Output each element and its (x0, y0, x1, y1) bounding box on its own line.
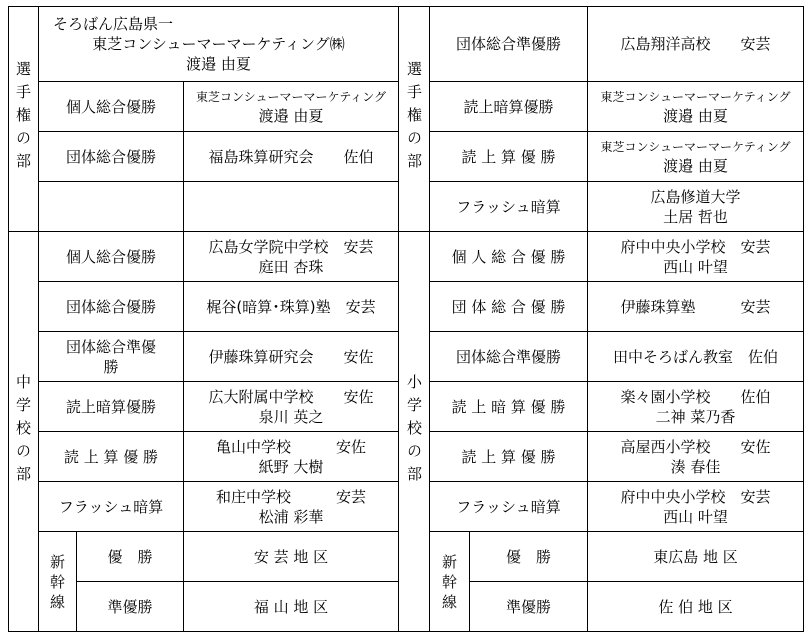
event-label: 読上暗算優勝 (463, 97, 554, 116)
result-cell (588, 132, 803, 181)
event-label: 団体総合優勝 (65, 297, 156, 316)
event-label: 読上暗算優勝 (65, 397, 156, 416)
event-label: 個人総合優勝 (65, 247, 156, 266)
line (38, 181, 399, 182)
result-cell (588, 182, 803, 231)
event-label: 個人総合優勝 (65, 97, 156, 116)
result-cell (588, 432, 803, 481)
result-line1: 広島翔洋高校 安芸 (620, 35, 771, 53)
shinkansen-event: 優 勝 (107, 547, 153, 566)
shinkansen-event: 準優勝 (505, 597, 551, 616)
result-line1: 東芝コンシューマーマーケティング (195, 89, 387, 104)
result-line1: 東芝コンシューマーマーケティング (600, 139, 791, 154)
event-label: 読 上 暗 算 優 勝 (451, 397, 566, 416)
result-cell (588, 82, 803, 131)
result-line1: 広島修道大学 (650, 187, 741, 206)
result-cell (184, 282, 398, 331)
shinkansen-event: 優 勝 (505, 547, 551, 566)
result-line1: 東芝コンシューマーマーケティング (600, 89, 791, 104)
event-label: フラッシュ暗算 (58, 497, 164, 516)
result-line2: 渡邉 由夏 (258, 106, 324, 125)
champion-company: 東芝コンシューマーマーケティング㈱ (92, 34, 345, 53)
result-cell (184, 132, 398, 181)
shinkansen-region: 東広島 地 区 (653, 547, 738, 566)
champion-name: 渡邉 由夏 (186, 54, 251, 73)
event-label: フラッシュ暗算 (456, 197, 561, 216)
event-label: 団体総合準優勝 (455, 35, 561, 53)
result-line2: 松浦 彩華 (258, 507, 324, 526)
left-shinkansen-label: 新幹線 (49, 552, 65, 611)
event-label: 読 上 算 優 勝 (461, 447, 556, 466)
result-line1: 広大附属中学校 安佐 (208, 387, 374, 406)
result-line2: 西山 叶望 (663, 507, 728, 526)
result-line2: 泉川 英之 (258, 407, 324, 426)
event-label: 団体総合準優勝 (455, 347, 561, 366)
shinkansen-event: 準優勝 (107, 597, 153, 616)
result-cell (184, 332, 398, 381)
result-cell (184, 382, 398, 431)
result-line2: 土居 哲也 (663, 207, 728, 226)
result-line2: 紙野 大樹 (258, 457, 324, 476)
result-line1: 伊藤珠算塾 安芸 (620, 297, 771, 316)
right-shinkansen-label: 新幹線 (441, 552, 457, 611)
shinkansen-region: 福 山 地 区 (253, 597, 329, 616)
champion-title: そろばん広島県一 (53, 14, 174, 33)
left-chugaku-label: 中学校の部 (14, 373, 32, 489)
result-line2: 二神 菜乃香 (655, 407, 736, 426)
right-shogaku-label: 小学校の部 (405, 373, 423, 489)
result-line1: 和庄中学校 安芸 (215, 487, 366, 506)
result-cell (588, 482, 803, 531)
event-label: 個 人 総 合 優 勝 (451, 247, 566, 266)
result-cell (588, 382, 803, 431)
result-cell (184, 482, 398, 531)
result-line2: 渡邉 由夏 (663, 156, 728, 175)
event-label: 読 上 算 優 勝 (461, 147, 556, 166)
shinkansen-region: 安 芸 地 区 (253, 547, 329, 566)
result-cell (184, 432, 398, 481)
border-right (803, 6, 804, 632)
left-senshuken-label: 選手権の部 (14, 61, 32, 176)
result-cell (588, 7, 803, 81)
result-cell (588, 332, 803, 381)
result-cell (184, 232, 398, 281)
result-line1: 高屋西小学校 安佐 (620, 437, 771, 456)
result-line2: 渡邉 由夏 (663, 106, 728, 125)
right-senshuken-label: 選手権の部 (405, 61, 423, 176)
left-champion (39, 6, 398, 81)
result-line2: 西山 叶望 (663, 257, 728, 276)
result-line1: 福島珠算研究会 佐伯 (208, 147, 374, 166)
result-line1: 田中そろばん教室 佐伯 (612, 347, 778, 366)
result-line2: 庭田 杏珠 (258, 257, 324, 276)
result-line1: 梶谷(暗算･珠算)塾 安芸 (206, 297, 376, 316)
event-label: フラッシュ暗算 (456, 497, 561, 516)
result-line1: 広島女学院中学校 安芸 (208, 237, 374, 256)
event-label: 団 体 総 合 優 勝 (451, 297, 566, 316)
result-cell (184, 82, 398, 131)
event-label: 読 上 算 優 勝 (63, 447, 159, 466)
event-label: 団体総合準優勝 (65, 337, 156, 376)
result-cell (588, 282, 803, 331)
shinkansen-region: 佐 伯 地 区 (658, 597, 733, 616)
result-line1: 府中中央小学校 安芸 (620, 487, 771, 506)
result-cell (588, 232, 803, 281)
result-line1: 亀山中学校 安佐 (215, 437, 366, 456)
border-bottom (8, 631, 804, 632)
result-line2: 湊 春佳 (670, 457, 721, 476)
result-line1: 府中中央小学校 安芸 (620, 237, 771, 256)
result-line1: 楽々園小学校 佐伯 (620, 387, 771, 406)
result-line1: 伊藤珠算研究会 安佐 (208, 347, 374, 366)
event-label: 団体総合優勝 (65, 147, 156, 166)
